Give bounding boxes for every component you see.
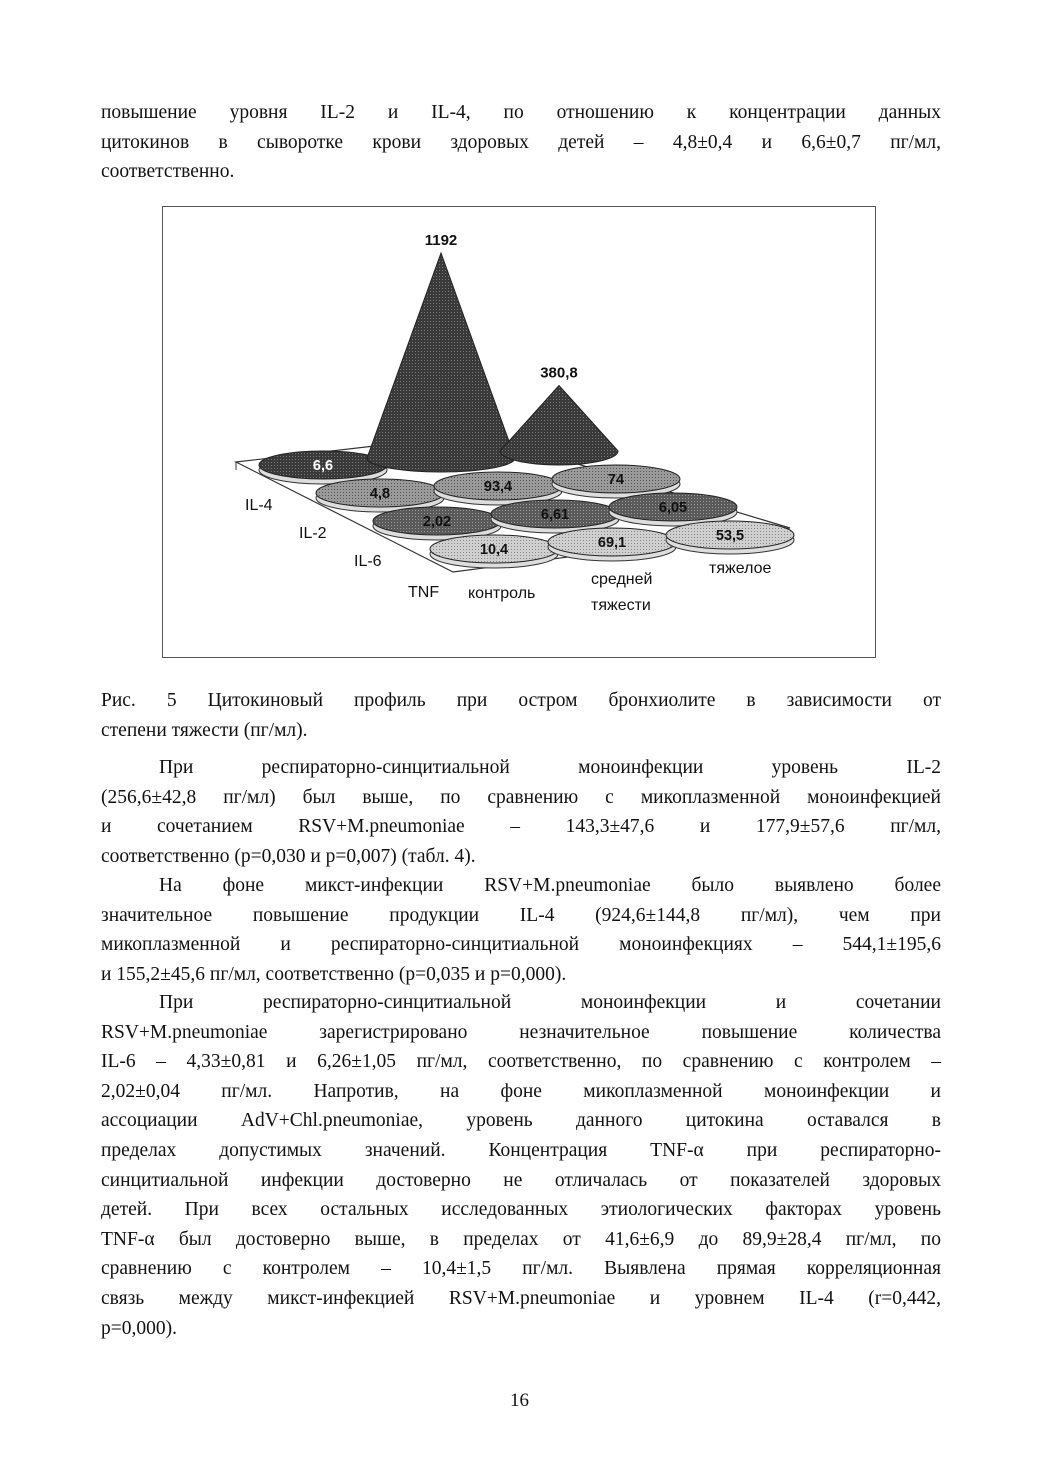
paragraph-1 [101,753,941,871]
category-label: контроль [468,585,536,602]
data-label: 6,61 [540,507,570,523]
figure-caption [101,686,941,745]
paragraph-3 [101,988,941,1343]
paragraph-line: ассоциации AdV+Chl.pneumoniae, уровень данного цитокина оставался в [101,1110,941,1132]
category-label: тяжести [591,597,651,614]
chart-marks [259,253,794,568]
paragraph-line: микоплазменной и респираторно-синцитиальной моноинфекциях – 544,1±195,6 [101,934,941,956]
data-label: 93,4 [483,479,513,495]
paragraph-line: На фоне микст-инфекции RSV+M.pneumoniae было выявлено более [159,875,941,896]
data-label: 74 [607,472,625,488]
page-number: 16 [510,1390,529,1411]
paragraph-line: IL-6 – 4,33±0,81 и 6,26±1,05 пг/мл, соответственно, по сравнению с контролем – [101,1051,941,1073]
intro-paragraph [101,98,941,187]
data-label: 380,8 [540,364,578,382]
series-label-tnf: TNF [408,584,440,601]
data-label: 6,6 [312,458,334,474]
data-label: 1192 [424,232,458,249]
cytokine-chart [163,207,875,657]
paragraph-line: и сочетанием RSV+M.pneumoniae – 143,3±47,6 и 177,9±57,6 пг/мл, [101,816,941,838]
category-label: тяжелое [709,560,772,577]
data-label: 2,02 [422,514,452,530]
data-label: 6,05 [658,500,688,516]
data-label: 69,1 [597,535,627,551]
paragraph-line: и 155,2±45,6 пг/мл, соответственно (р=0,035 и р=0,000). [101,963,567,985]
category-label: средней [591,571,653,588]
paragraph-line: 2,02±0,04 пг/мл. Напротив, на фоне микоплазменной моноинфекции и [101,1080,941,1102]
data-label: 10,4 [479,542,509,558]
paragraph-line: пределах допустимых значений. Концентрация TNF-α при респираторно- [101,1139,941,1161]
paragraph-line: (256,6±42,8 пг/мл) был выше, по сравнению с микоплазменной моноинфекцией [101,786,941,808]
figure-frame [162,206,876,658]
paragraph-line: При респираторно-синцитиальной моноинфекции уровень IL-2 [159,757,941,778]
paragraph-line: детей. При всех остальных исследованных этиологических факторах уровень [101,1199,941,1221]
data-label: 53,5 [715,528,745,544]
paragraph-line: р=0,000). [101,1317,177,1339]
paragraph-line: При респираторно-синцитиальной моноинфекции и сочетании [159,992,941,1013]
series-label-il-4: IL-4 [245,497,273,514]
paragraph-line: связь между микст-инфекцией RSV+M.pneumoniae и уровнем IL-4 (r=0,442, [101,1287,941,1309]
cone-il-4-2 [500,386,618,465]
paragraph-line: синцитиальной инфекции достоверно не отличалась от показателей здоровых [101,1169,941,1191]
data-label: 4,8 [369,486,391,502]
paragraph-2 [101,871,941,989]
series-label-il-6: IL-6 [354,553,382,570]
cone-il-4-1 [367,253,515,472]
intro-line: повышение уровня IL-2 и IL-4, по отношению к концентрации данных [101,102,941,123]
paragraph-line: значительное повышение продукции IL-4 (924,6±144,8 пг/мл), чем при [101,904,941,926]
series-label-il-2: IL-2 [299,525,327,542]
intro-line: цитокинов в сыворотке крови здоровых детей – 4,8±0,4 и 6,6±0,7 пг/мл, [101,131,941,153]
caption-line: степени тяжести (пг/мл). [101,719,308,741]
intro-line: соответственно. [101,161,235,183]
paragraph-line: TNF-α был достоверно выше, в пределах от 41,6±6,9 до 89,9±28,4 пг/мл, по [101,1228,941,1250]
paragraph-line: соответственно (р=0,030 и р=0,007) (табл. 4). [101,845,476,867]
caption-line: Рис. 5 Цитокиновый профиль при остром бронхиолите в зависимости от [101,690,941,711]
paragraph-line: RSV+M.pneumoniae зарегистрировано незначительное повышение количества [101,1021,941,1043]
paragraph-line: сравнению с контролем – 10,4±1,5 пг/мл. Выявлена прямая корреляционная [101,1258,941,1280]
